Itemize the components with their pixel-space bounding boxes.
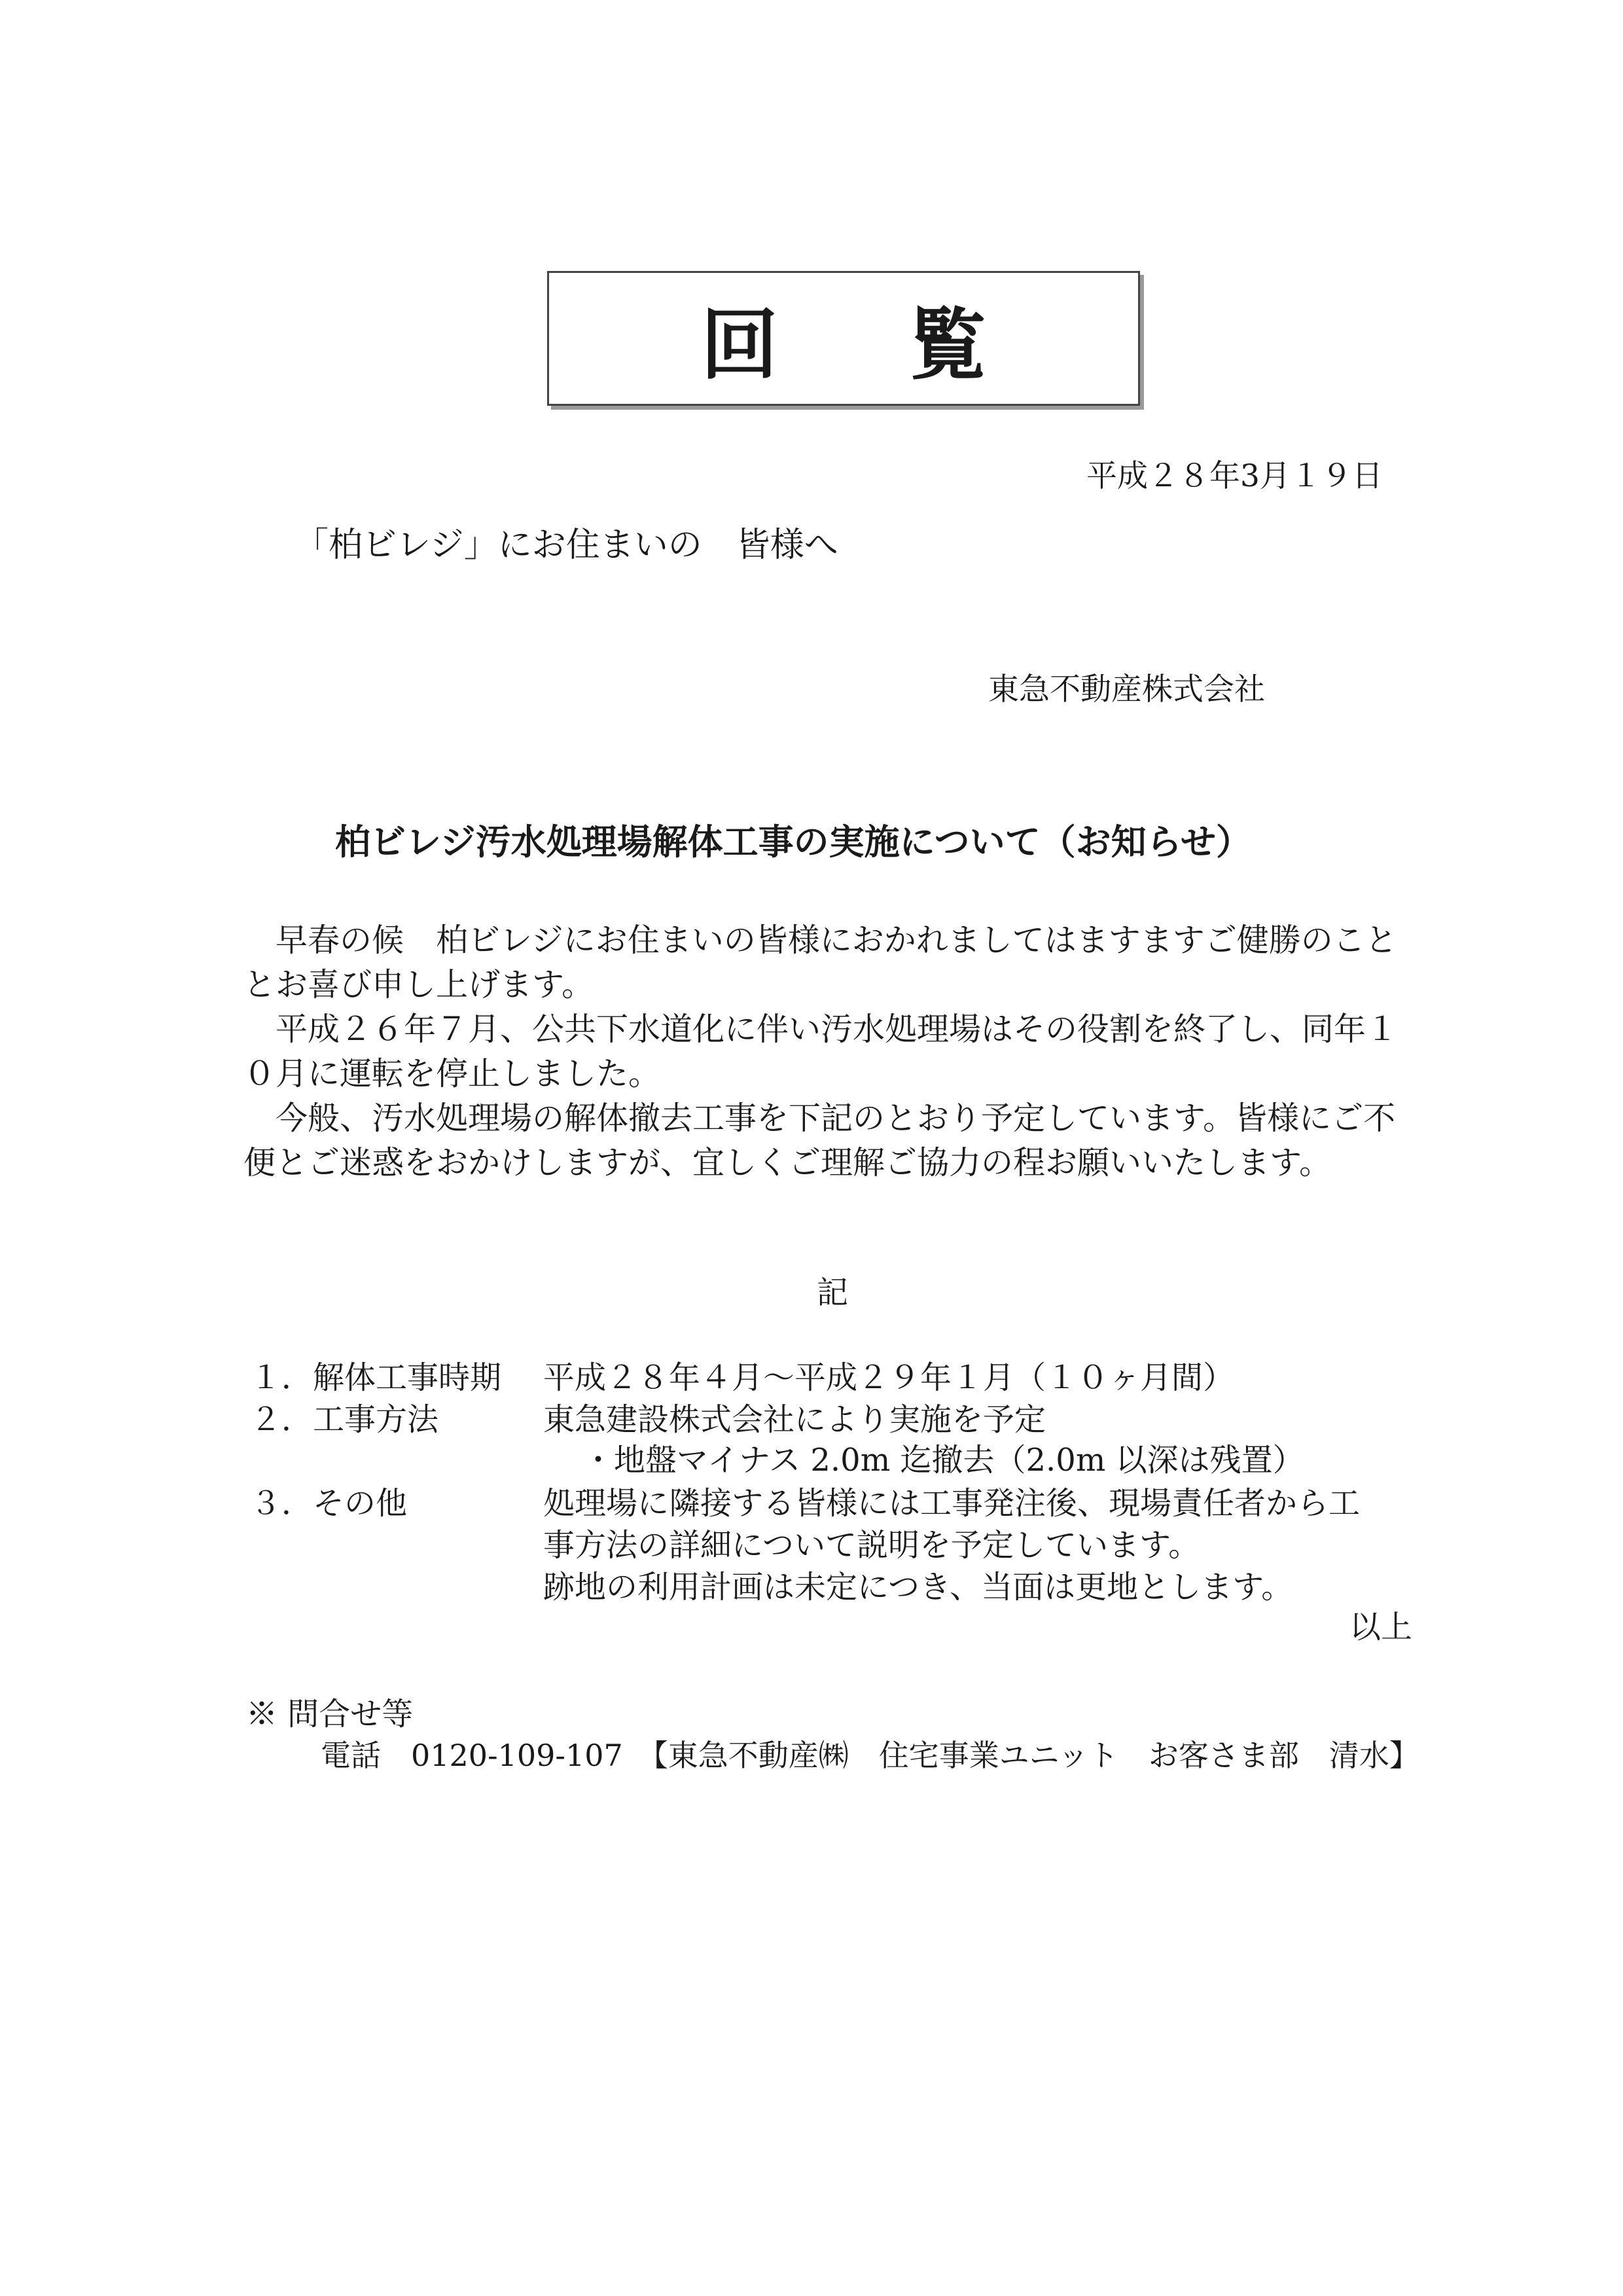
document-date: 平成２８年3月１９日 — [1086, 458, 1383, 494]
item3-line1: 処理場に隣接する皆様には工事発注後、現場責任者から工 — [543, 1485, 1361, 1522]
circular-title: 回覧 — [700, 299, 1117, 390]
body-paragraph-background: 平成２６年７月、公共下水道化に伴い汚水処理場はその役割を終了し、同年１０月に運転を停止しました。 — [243, 1011, 1399, 1092]
inquiry-contact: 電話 0120-109-107 【東急不動産㈱ 住宅事業ユニット お客さま部 清水】 — [321, 1738, 1419, 1773]
item1-label: １．解体工事時期 — [250, 1359, 502, 1396]
body-paragraph-request: 今般、汚水処理場の解体撤去工事を下記のとおり予定しています。皆様にご不便とご迷惑をおかけしますが、宜しくご理解ご協力の程お願いいたします。 — [243, 1100, 1396, 1181]
item2-value: 東急建設株式会社により実施を予定 — [543, 1401, 1046, 1438]
sender-company: 東急不動産株式会社 — [988, 672, 1265, 708]
item3-line3: 跡地の利用計画は未定につき、当面は更地とします。 — [543, 1569, 1293, 1605]
closing-ijou: 以上 — [1349, 1609, 1413, 1645]
item3-label: ３．その他 — [250, 1485, 408, 1522]
addressee: 「柏ビレジ」にお住まいの 皆様へ — [294, 526, 838, 565]
body-paragraph-greeting: 早春の候 柏ビレジにお住まいの皆様におかれましてはますますご健勝のこととお喜び申し上げます。 — [243, 922, 1397, 1003]
item2-label: ２．工事方法 — [250, 1401, 439, 1438]
item1-value: 平成２８年４月～平成２９年１月（１０ヶ月間） — [543, 1359, 1235, 1396]
item3-line2: 事方法の詳細について説明を予定しています。 — [543, 1527, 1200, 1564]
ki-marker: 記 — [817, 1274, 849, 1311]
circular-title-box — [547, 271, 1140, 406]
inquiry-heading: ※ 問合せ等 — [246, 1696, 414, 1732]
item2-sub: ・地盤マイナス 2.0m 迄撤去（2.0m 以深は残置） — [582, 1442, 1304, 1479]
notice-subject: 柏ビレジ汚水処理場解体工事の実施について（お知らせ） — [335, 821, 1251, 863]
